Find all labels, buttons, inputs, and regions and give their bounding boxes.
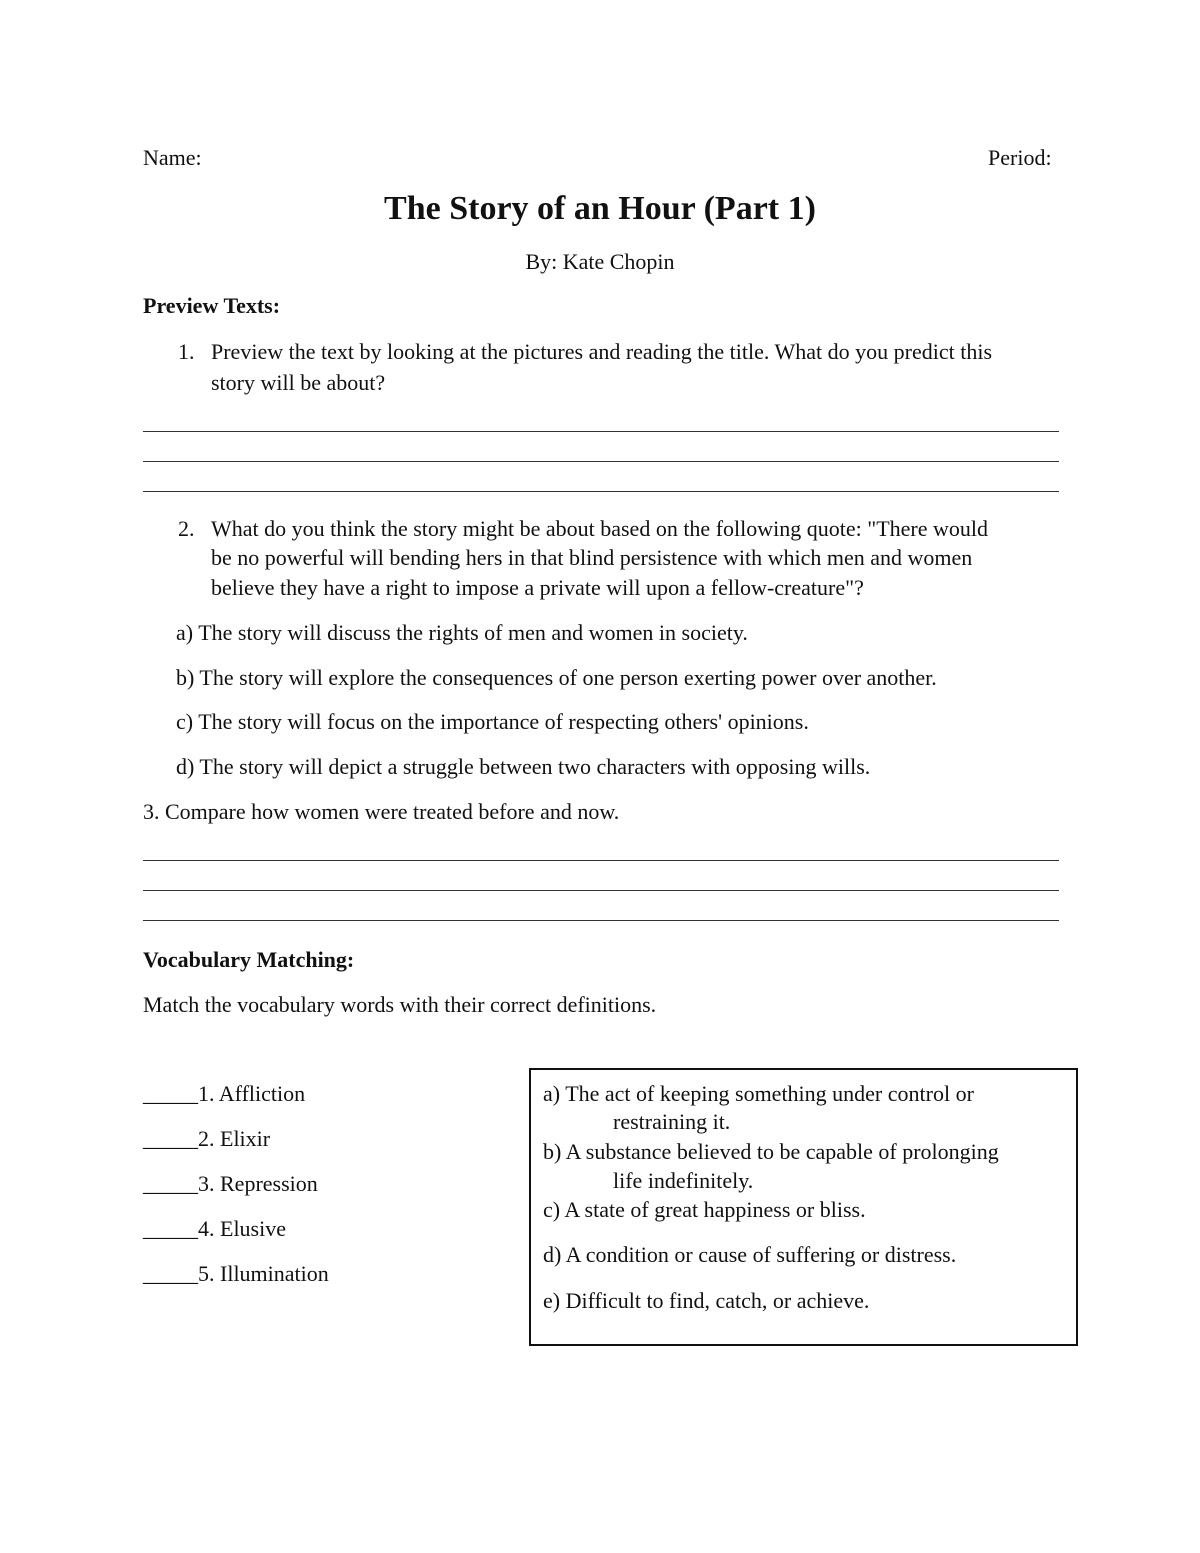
answer-line[interactable] [143, 431, 1059, 432]
vocab-word-5[interactable]: _____5. Illumination [143, 1261, 329, 1286]
answer-line[interactable] [143, 491, 1059, 492]
answer-line[interactable] [143, 890, 1059, 891]
definition-b-line2: life indefinitely. [613, 1168, 754, 1193]
q3-text: 3. Compare how women were treated before and now. [143, 799, 620, 824]
vocab-word-3[interactable]: _____3. Repression [143, 1171, 318, 1196]
definition-d: d) A condition or cause of suffering or distress. [543, 1242, 957, 1267]
preview-heading: Preview Texts: [143, 293, 281, 318]
q2-number: 2. [178, 516, 195, 541]
q2-text-line2: be no powerful will bending hers in that blind persistence with which men and women [211, 545, 973, 570]
definition-e: e) Difficult to find, catch, or achieve. [543, 1288, 870, 1313]
period-label: Period: [988, 145, 1052, 170]
vocab-word-2[interactable]: _____2. Elixir [143, 1126, 271, 1151]
byline: By: Kate Chopin [525, 249, 675, 274]
vocab-word-4[interactable]: _____4. Elusive [143, 1216, 286, 1241]
definition-a-line1: a) The act of keeping something under control or [543, 1081, 974, 1106]
answer-line[interactable] [143, 461, 1059, 462]
vocab-heading: Vocabulary Matching: [143, 947, 355, 972]
q1-text-line2: story will be about? [211, 370, 386, 395]
q2-option-d[interactable]: d) The story will depict a struggle between two characters with opposing wills. [176, 754, 871, 779]
q2-text-line1: What do you think the story might be about based on the following quote: "There would [211, 516, 989, 541]
vocab-word-1[interactable]: _____1. Affliction [143, 1081, 306, 1106]
answer-line[interactable] [143, 860, 1059, 861]
q2-option-c[interactable]: c) The story will focus on the importance of respecting others' opinions. [176, 709, 809, 734]
q2-text-line3: believe they have a right to impose a private will upon a fellow-creature"? [211, 575, 864, 600]
q1-number: 1. [178, 339, 195, 364]
name-label: Name: [143, 145, 202, 170]
vocab-instructions: Match the vocabulary words with their correct definitions. [143, 992, 657, 1017]
q2-option-b[interactable]: b) The story will explore the consequences of one person exerting power over another. [176, 665, 937, 690]
page-title: The Story of an Hour (Part 1) [384, 190, 816, 227]
answer-line[interactable] [143, 920, 1059, 921]
q2-option-a[interactable]: a) The story will discuss the rights of men and women in society. [176, 620, 748, 645]
q1-text-line1: Preview the text by looking at the pictures and reading the title. What do you predict this [211, 339, 993, 364]
definition-c: c) A state of great happiness or bliss. [543, 1197, 866, 1222]
definition-b-line1: b) A substance believed to be capable of prolonging [543, 1139, 999, 1164]
definition-a-line2: restraining it. [613, 1109, 731, 1134]
